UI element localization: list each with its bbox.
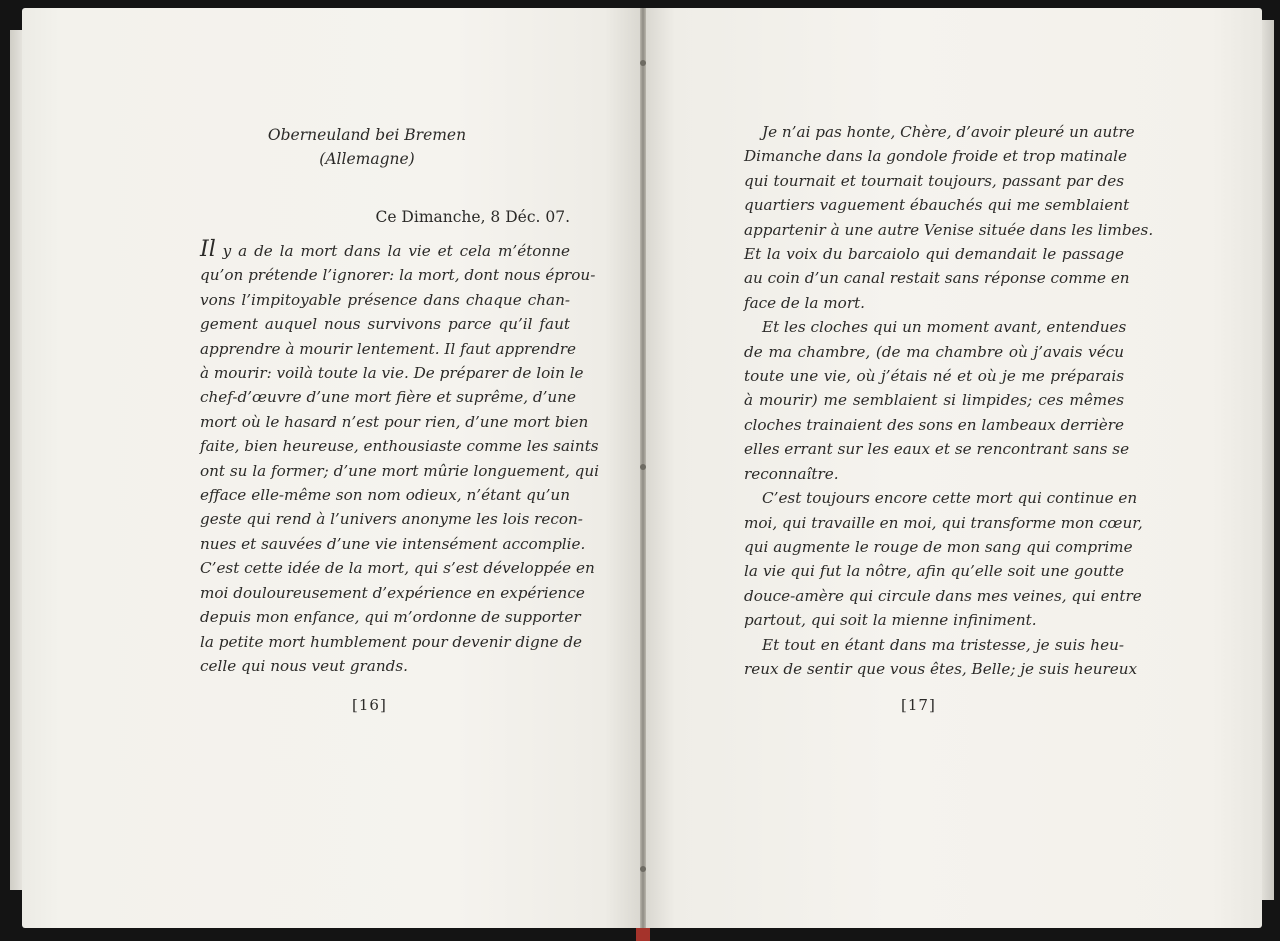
text-line: Il y a de la mort dans la vie et cela m’étonne [200,237,570,262]
text-line: qu’on prétende l’ignorer: la mort, dont nous éprou- [200,266,596,285]
book-gutter [640,8,646,933]
text-line: efface elle-même son nom odieux, n’étant qu’un [200,486,570,505]
text-line: la vie qui fut la nôtre, afin qu’elle soit une goutte [744,562,1124,581]
letter-dateline: Ce Dimanche, 8 Déc. 07. [375,208,570,226]
text-line: ont su la former; d’une mort mûrie longuement, qui [200,461,599,480]
binding-stitch [640,60,646,66]
text-line: à mourir: voilà toute la vie. De préparer de loin le [200,364,584,383]
text-line: à mourir) me semblaient si limpides; ces mêmes [744,391,1124,410]
text-line: Et tout en étant dans ma tristesse, je suis heu- [762,635,1124,654]
text-line: C’est toujours encore cette mort qui continue en [762,489,1138,508]
text-line: toute une vie, où j’étais né et où je me préparais [744,367,1124,386]
text-line: face de la mort. [744,293,866,312]
text-line: reux de sentir que vous êtes, Belle; je suis heureux [744,659,1138,678]
text-line: la petite mort humblement pour devenir digne de [200,632,583,651]
binding-stitch [640,866,646,872]
text-line: Et la voix du barcaiolo qui demandait le passage [744,245,1124,264]
text-line: appartenir à une autre Venise située dans les limbes. [744,220,1154,239]
text-line: vons l’impitoyable présence dans chaque chan- [200,290,570,309]
left-page-body [200,237,599,678]
page-number-right: [17] [901,696,936,714]
text-line: gement auquel nous survivons parce qu’il faut [200,315,570,334]
right-page [644,8,1262,928]
text-line: Je n’ai pas honte, Chère, d’avoir pleuré un autre [762,123,1135,141]
text-line: de ma chambre, (de ma chambre où j’avais vécu [744,342,1124,361]
text-line: nues et sauvées d’une vie intensément accomplie. [200,534,586,553]
text-line: au coin d’un canal restait sans réponse comme en [744,269,1130,288]
left-page [22,8,642,928]
text-line: faite, bien heureuse, enthousiaste comme les saints [200,437,599,456]
text-line: mort où le hasard n’est pour rien, d’une mort bien [200,412,589,431]
letter-place-heading: Oberneuland bei Bremen [267,126,467,144]
right-page-body [744,120,1154,681]
text-line: reconnaître. [744,464,839,483]
text-line: geste qui rend à l’univers anonyme les lois recon- [200,510,583,529]
text-line: Dimanche dans la gondole froide et trop matinale [744,147,1127,166]
text-line: quartiers vaguement ébauchés qui me semblaient [744,196,1130,215]
text-line: partout, qui soit la mienne infiniment. [744,611,1037,630]
text-line: moi douloureusement d’expérience en expérience [200,583,585,602]
page-number-left: [16] [352,696,387,714]
text-line: apprendre à mourir lentement. Il faut apprendre [200,339,576,358]
text-line: C’est cette idée de la mort, qui s’est développée en [200,559,595,578]
binding-stitch [640,464,646,470]
binding-ribbon [636,928,650,941]
letter-country-heading: (Allemagne) [319,150,415,168]
text-line: cloches trainaient des sons en lambeaux derrière [744,415,1124,434]
text-line: celle qui nous veut grands. [200,656,408,675]
text-line: chef-d’œuvre d’une mort fière et suprême, d’une [200,388,576,407]
text-line: qui tournait et tournait toujours, passant par des [744,171,1124,190]
text-line: depuis mon enfance, qui m’ordonne de supporter [200,608,581,627]
text-line: Et les cloches qui un moment avant, entendues [762,318,1127,337]
right-page-edges [1260,20,1274,900]
text-line: douce-amère qui circule dans mes veines, qui entre [744,586,1142,605]
text-line: qui augmente le rouge de mon sang qui comprime [744,537,1133,556]
text-line: moi, qui travaille en moi, qui transforme mon cœur, [744,513,1143,532]
drop-cap: Il [200,237,216,262]
text-line: elles errant sur les eaux et se rencontrant sans se [744,440,1130,459]
